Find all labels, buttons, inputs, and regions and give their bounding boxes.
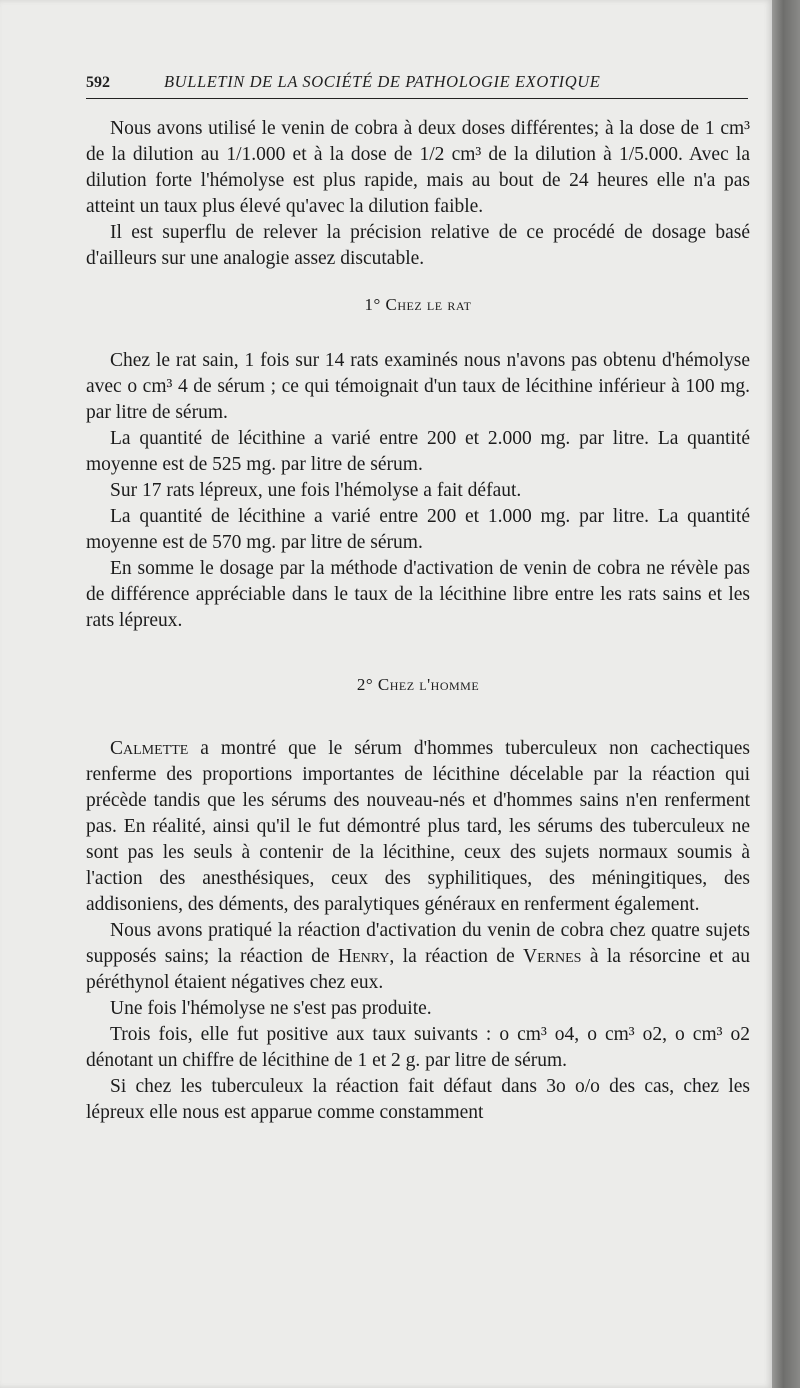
paragraph [86, 918, 750, 996]
article-body [86, 116, 750, 1126]
running-title: BULLETIN DE LA SOCIÉTÉ DE PATHOLOGIE EXOTIQUE [164, 72, 601, 91]
page-header [86, 72, 748, 99]
page-edge-shadow [772, 0, 800, 1388]
paragraph-text: Nous avons pratiqué la réaction d'activation du venin de cobra chez quatre sujets supposés sains; la réaction de [86, 920, 750, 967]
section-heading-homme: 2° Chez l'homme [356, 675, 480, 694]
paragraph: Une fois l'hémolyse ne s'est pas produite. [110, 998, 432, 1019]
paragraph: En somme le dosage par la méthode d'activation de venin de cobra ne révèle pas de différence appréciable dans le taux de la lécithine libre entre les rats sains et les rats lépreux. [86, 558, 750, 631]
paragraph: Trois fois, elle fut positive aux taux suivants : o cm³ o4, o cm³ o2, o cm³ o2 dénotant un chiffre de lécithine de 1 et 2 g. par litre de sérum. [86, 1024, 750, 1071]
paragraph: Il est superflu de relever la précision relative de ce procédé de dosage basé d'ailleurs sur une analogie assez discutable. [86, 222, 750, 269]
paragraph-text: , la réaction de [389, 946, 524, 967]
author-name-vernes: Vernes [523, 946, 582, 967]
paragraph: Sur 17 rats lépreux, une fois l'hémolyse a fait défaut. [110, 480, 522, 501]
paragraph-text: a montré que le sérum d'hommes tuberculeux non cachectiques renferme des proportions importantes de lécithine décelable par la réaction qui précède tandis que les sérums des nouveau-nés et d'hommes sains n'en renferment pas. En réalité, ainsi qu'il le fut démontré plus tard, les sérums des tuberculeux ne sont pas les seuls à contenir de la lécithine, ceux des sujets normaux soumis à l'action des anesthésiques, ceux des syphilitiques, des méningitiques, des addisoniens, des déments, des paralytiques généraux en renferment également. [86, 738, 750, 915]
author-name-calmette: Calmette [110, 738, 189, 759]
paragraph: Nous avons utilisé le venin de cobra à deux doses différentes; à la dose de 1 cm³ de la dilution au 1/1.000 et à la dose de 1/2 cm³ de la dilution à 1/5.000. Avec la dilution forte l'hémolyse est plus rapide, mais au bout de 24 heures elle n'a pas atteint un taux plus élevé qu'avec la dilution faible. [86, 118, 750, 217]
author-name-henry: Henry [337, 946, 390, 967]
paragraph-text: à la résorcine et au péréthynol étaient négatives chez eux. [86, 946, 750, 993]
paragraph: La quantité de lécithine a varié entre 200 et 1.000 mg. par litre. La quantité moyenne est de 570 mg. par litre de sérum. [86, 506, 750, 553]
page-number: 592 [86, 74, 110, 91]
paragraph: La quantité de lécithine a varié entre 200 et 2.000 mg. par litre. La quantité moyenne est de 525 mg. par litre de sérum. [86, 428, 750, 475]
paragraph [86, 736, 750, 918]
section-heading-rat: 1° Chez le rat [364, 295, 472, 314]
paragraph: Si chez les tuberculeux la réaction fait défaut dans 3o o/o des cas, chez les lépreux elle nous est apparue comme constamment [86, 1076, 750, 1123]
paragraph: Chez le rat sain, 1 fois sur 14 rats examinés nous n'avons pas obtenu d'hémolyse avec o cm³ 4 de sérum ; ce qui témoignait d'un taux de lécithine inférieur à 100 mg. par litre de sérum. [86, 350, 750, 423]
